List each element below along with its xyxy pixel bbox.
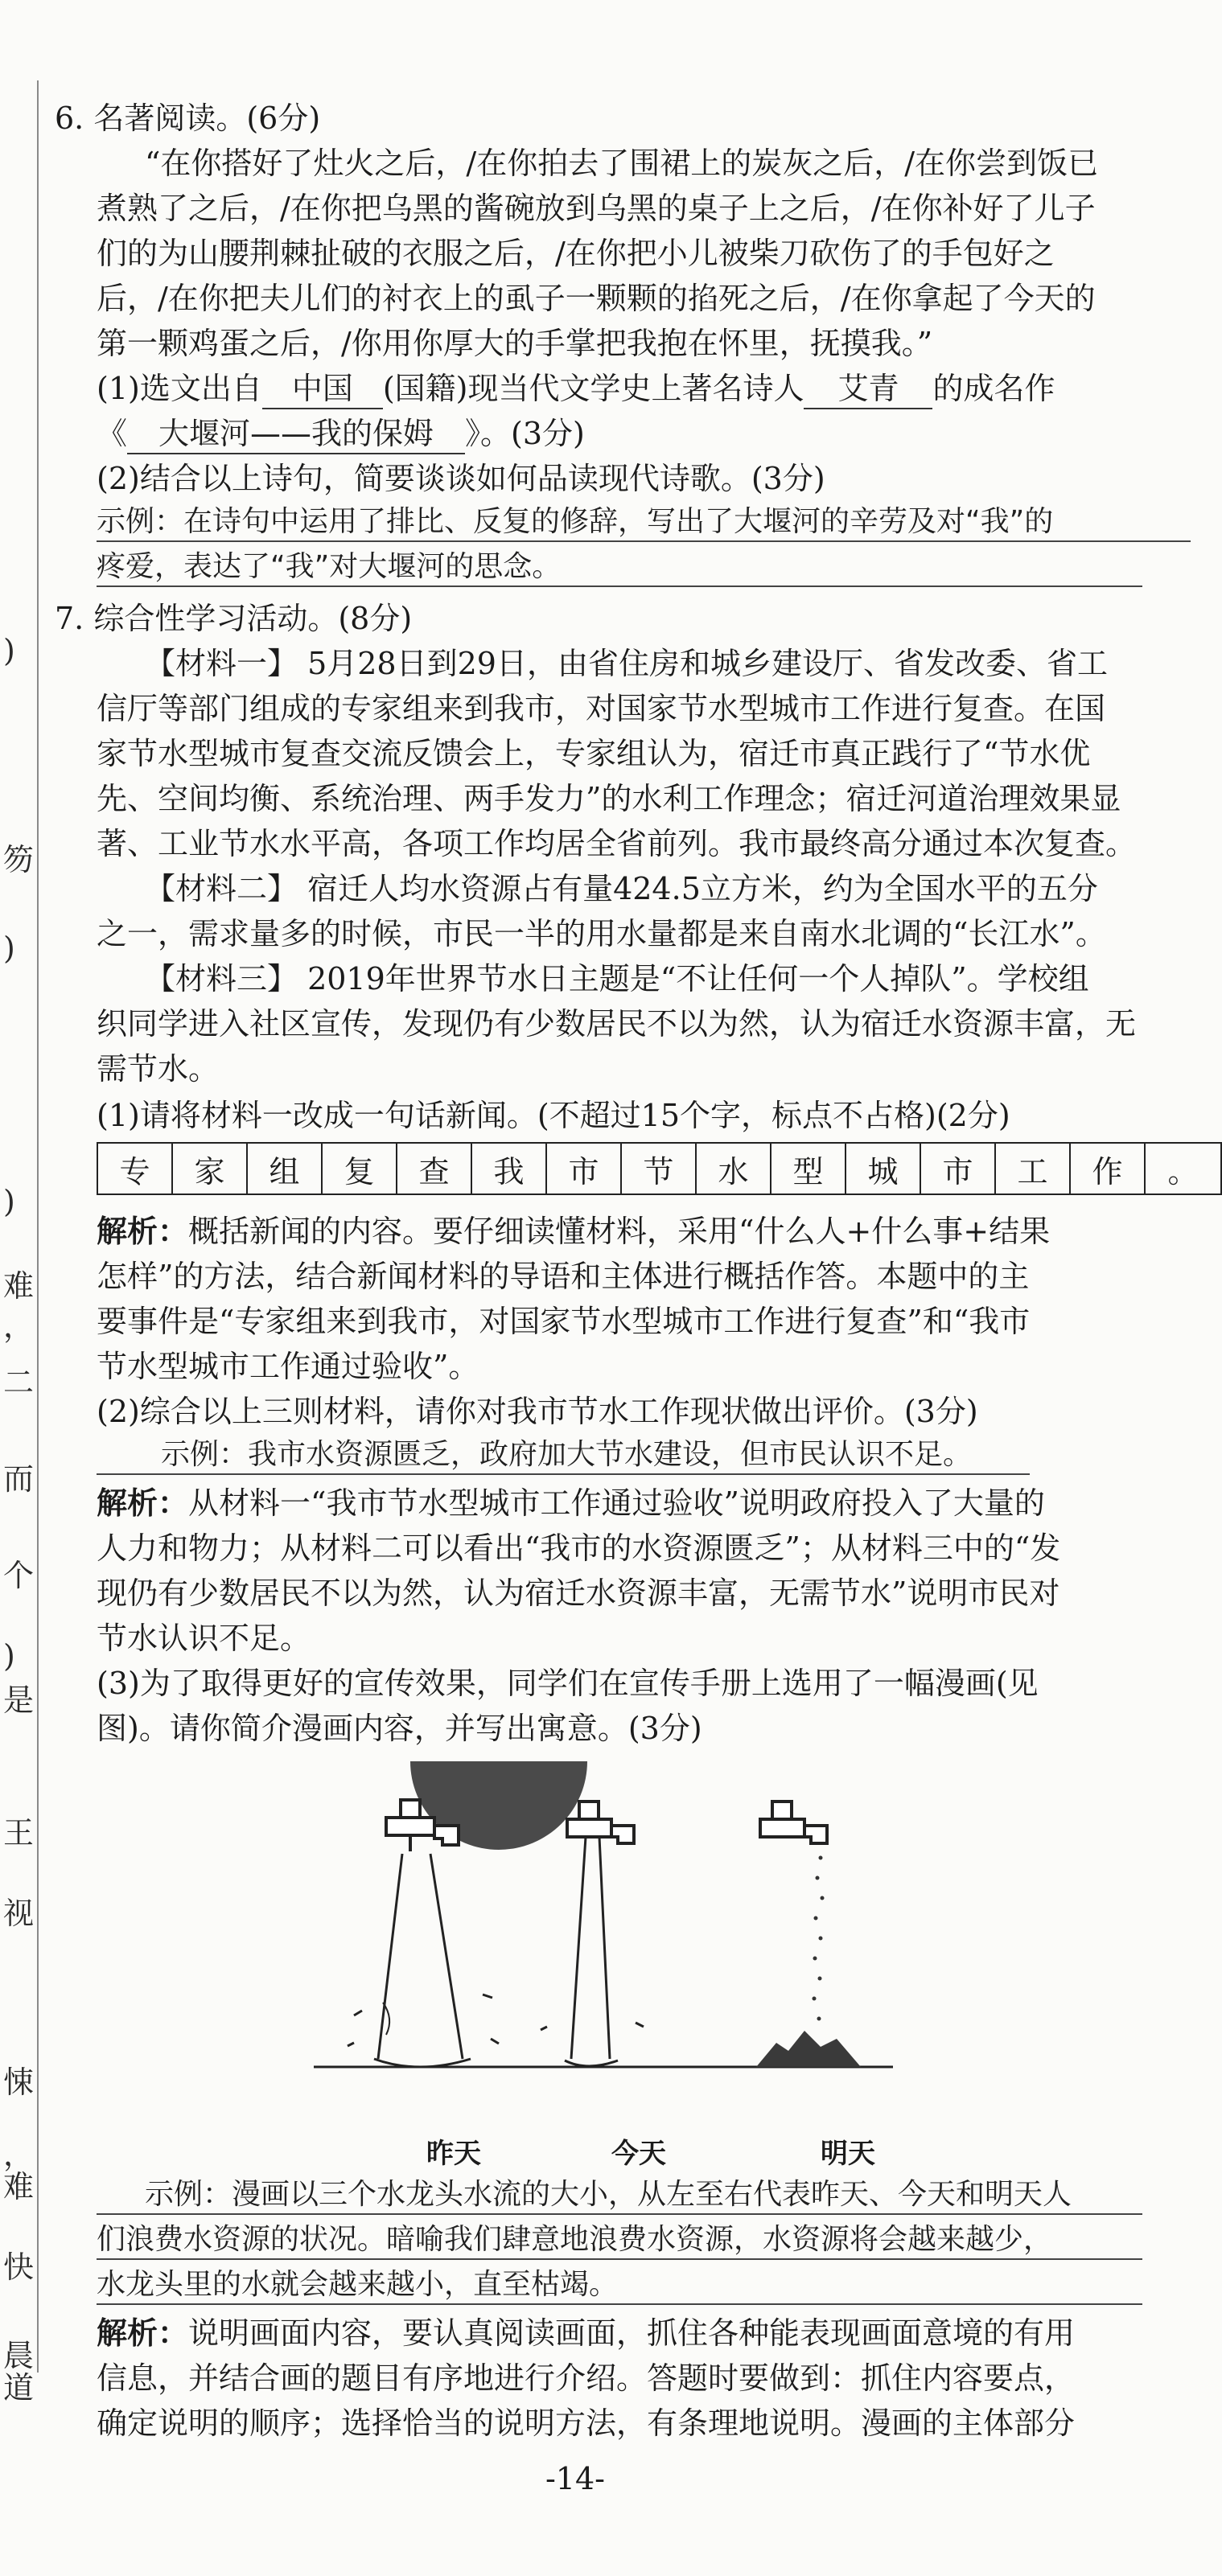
grid-cell: 复: [323, 1144, 397, 1194]
analysis-1: [97, 1206, 1050, 1251]
material-two-line: 之一，需求量多的时候，市民一半的用水量都是来自南水北调的“长江水”。: [97, 916, 1106, 951]
margin-fragment: 道: [3, 2370, 35, 2405]
q6-title: 6. 名著阅读。(6分): [55, 101, 321, 136]
dry-cracked-earth: [756, 2031, 861, 2067]
q7-part3-answer: 们浪费水资源的状况。暗喻我们肆意地浪费水资源，水资源将会越来越少，: [97, 2223, 1053, 2256]
material-two-line: 【材料二】 宿迁人均水资源占有量424.5立方米，约为全国水平的五分: [145, 871, 1098, 906]
analysis-label: 解析：: [97, 2315, 189, 2351]
material-three-line: 织同学进入社区宣传，发现仍有少数居民不以为然，认为宿迁水资源丰富，无: [97, 1006, 1137, 1041]
margin-fragment: 是: [3, 1682, 35, 1718]
analysis-text: 要事件是“专家组来到我市，对国家节水型城市工作进行复查”和“我市: [97, 1304, 1031, 1339]
material-three-line: 【材料三】 2019年世界节水日主题是“不让任何一个人掉队”。学校组: [145, 961, 1089, 996]
grid-cell: 专: [98, 1144, 173, 1194]
margin-fragment: ): [3, 1184, 15, 1219]
answer-underline: [97, 2303, 1142, 2305]
grid-cell: 我: [472, 1144, 547, 1194]
grid-cell: 组: [248, 1144, 323, 1194]
analysis-text: 节水认识不足。: [97, 1621, 311, 1656]
analysis-text: 节水型城市工作通过验收”。: [97, 1349, 479, 1384]
analysis-text: 怎样”的方法，结合新闻材料的导语和主体进行概括作答。本题中的主: [97, 1259, 1030, 1294]
margin-fragment: 难: [3, 2169, 35, 2204]
analysis-text: 概括新闻的内容。要仔细读懂材料，采用“什么人+什么事+结果: [188, 1214, 1051, 1249]
q6-part1-text: (1)选文出自: [97, 371, 262, 406]
q6-part2-answer: 疼爱，表达了“我”对大堰河的思念。: [97, 550, 562, 583]
margin-fragment: 晨: [3, 2338, 35, 2373]
q6-part1: [97, 364, 1055, 409]
q7-part2-answer: 示例：我市水资源匮乏，政府加大节水建设，但市民认识不足。: [161, 1438, 973, 1471]
margin-fragment: 笏: [3, 842, 35, 877]
margin-fragment: 而: [3, 1461, 35, 1497]
grid-cell: 节: [622, 1144, 697, 1194]
margin-fragment: ，: [3, 2137, 35, 2172]
margin-fragment: ，: [3, 1309, 35, 1344]
analysis-label: 解析：: [97, 1213, 189, 1249]
margin-fragment: ): [3, 931, 15, 966]
q6-poem-line: 第一颗鸡蛋之后，/你用你厚大的手掌把我抱在怀里，抚摸我。”: [97, 326, 933, 361]
q6-poem-line: “在你搭好了灶火之后，/在你拍去了围裙上的炭灰之后，/在你尝到饭已: [145, 146, 1099, 181]
margin-fragment: 二: [3, 1365, 35, 1400]
answer-underline: [97, 2258, 1142, 2260]
margin-fragment: 视: [3, 1896, 35, 1931]
q7-part1: (1)请将材料一改成一句话新闻。(不超过15个字，标点不占格)(2分): [97, 1098, 1010, 1133]
q6-part1-text: 《: [97, 416, 128, 451]
q6-part1-cont: [97, 409, 585, 454]
q6-part2-answer: 示例：在诗句中运用了排比、反复的修辞，写出了大堰河的辛劳及对“我”的: [97, 505, 1054, 538]
analysis-text: 从材料一“我市节水型城市工作通过验收”说明政府投入了大量的: [188, 1485, 1045, 1521]
margin-fragment: 难: [3, 1268, 35, 1304]
q6-answer-nationality: 中国: [262, 364, 383, 409]
page-number: -14-: [545, 2461, 606, 2496]
material-three-line: 需节水。: [97, 1051, 220, 1087]
binding-margin-line: [37, 80, 39, 2373]
q6-part2: (2)结合以上诗句，简要谈谈如何品读现代诗歌。(3分): [97, 461, 825, 496]
grid-cell: 城: [846, 1144, 921, 1194]
q6-part1-text: (国籍)现当代文学史上著名诗人: [382, 371, 804, 406]
q6-poem-line: 们的为山腰荆棘扯破的衣服之后，/在你把小儿被柴刀砍伤了的手包好之: [97, 236, 1055, 271]
margin-fragment: ): [3, 1638, 15, 1674]
material-one-line: 先、空间均衡、系统治理、两手发力”的水利工作理念；宿迁河道治理效果显: [97, 781, 1121, 816]
margin-fragment: 个: [3, 1558, 35, 1593]
faucet-today-icon: [541, 1802, 644, 2066]
material-one-line: 著、工业节水水平高，各项工作均居全省前列。我市最终高分通过本次复查。: [97, 826, 1137, 861]
answer-underline: [97, 585, 1142, 587]
water-drops: [813, 1856, 825, 2021]
q7-title: 7. 综合性学习活动。(8分): [55, 601, 413, 636]
grid-cell: 市: [921, 1144, 996, 1194]
material-one-line: 【材料一】 5月28日到29日，由省住房和城乡建设厅、省发改委、省工: [145, 646, 1108, 681]
q6-part1-text: 》。(3分): [465, 416, 585, 451]
grid-cell: 工: [996, 1144, 1071, 1194]
q6-answer-poet: 艾青: [804, 364, 932, 409]
margin-fragment: ): [3, 633, 15, 668]
grid-cell: 。: [1167, 1153, 1199, 1189]
grid-cell: 型: [771, 1144, 846, 1194]
margin-fragment: 王: [3, 1815, 35, 1851]
q6-poem-line: 后，/在你把夫儿们的衬衣上的虱子一颗颗的掐死之后，/在你拿起了今天的: [97, 281, 1096, 316]
analysis-text: 现仍有少数居民不以为然，认为宿迁水资源丰富，无需节水”说明市民对: [97, 1576, 1060, 1611]
q7-part3-answer: 水龙头里的水就会越来越小，直至枯竭。: [97, 2268, 619, 2301]
q7-part3: (3)为了取得更好的宣传效果，同学们在宣传手册上选用了一幅漫画(见: [97, 1666, 1039, 1701]
water-tap-cartoon: [306, 1721, 901, 2139]
analysis-text: 信息，并结合画的题目有序地进行介绍。答题时要做到：抓住内容要点，: [97, 2360, 1076, 2396]
analysis-text: 说明画面内容，要认真阅读画面，抓住各种能表现画面意境的有用: [188, 2315, 1076, 2351]
analysis-text: 人力和物力；从材料二可以看出“我市的水资源匮乏”；从材料三中的“发: [97, 1530, 1061, 1566]
grid-cell: 水: [697, 1144, 771, 1194]
answer-underline: [97, 2213, 1142, 2215]
q7-part3-answer: 示例：漫画以三个水龙头水流的大小，从左至右代表昨天、今天和明天人: [145, 2178, 1072, 2211]
grid-cell: 作: [1071, 1144, 1146, 1194]
analysis-label: 解析：: [97, 1485, 189, 1521]
answer-underline: [97, 1473, 1030, 1475]
caption-yesterday: 昨天: [426, 2138, 481, 2170]
answer-grid: [97, 1142, 1222, 1195]
analysis-3: [97, 2308, 1075, 2353]
caption-tomorrow: 明天: [821, 2138, 875, 2170]
analysis-2: [97, 1478, 1045, 1523]
answer-underline: [97, 540, 1191, 542]
margin-fragment: 悚: [3, 2064, 35, 2100]
faucet-tomorrow-icon: [760, 1802, 827, 1843]
q6-poem-line: 煮熟了之后，/在你把乌黑的酱碗放到乌黑的桌子上之后，/在你补好了儿子: [97, 191, 1096, 226]
analysis-text: 确定说明的顺序；选择恰当的说明方法，有条理地说明。漫画的主体部分: [97, 2405, 1076, 2441]
grid-cell: 查: [397, 1144, 472, 1194]
q6-answer-work: 大堰河——我的保姆: [127, 409, 465, 454]
q6-part1-text: 的成名作: [932, 371, 1055, 406]
margin-fragment: 快: [3, 2249, 35, 2285]
material-one-line: 家节水型城市复查交流反馈会上，专家组认为，宿迁市真正践行了“节水优: [97, 736, 1091, 771]
q7-part2: (2)综合以上三则材料，请你对我市节水工作现状做出评价。(3分): [97, 1394, 978, 1429]
grid-cell: 市: [547, 1144, 622, 1194]
grid-cell: 家: [173, 1144, 248, 1194]
material-one-line: 信厅等部门组成的专家组来到我市，对国家节水型城市工作进行复查。在国: [97, 691, 1106, 726]
q7-part3: 图)。请你简介漫画内容，并写出寓意。(3分): [97, 1711, 702, 1746]
caption-today: 今天: [611, 2138, 666, 2170]
